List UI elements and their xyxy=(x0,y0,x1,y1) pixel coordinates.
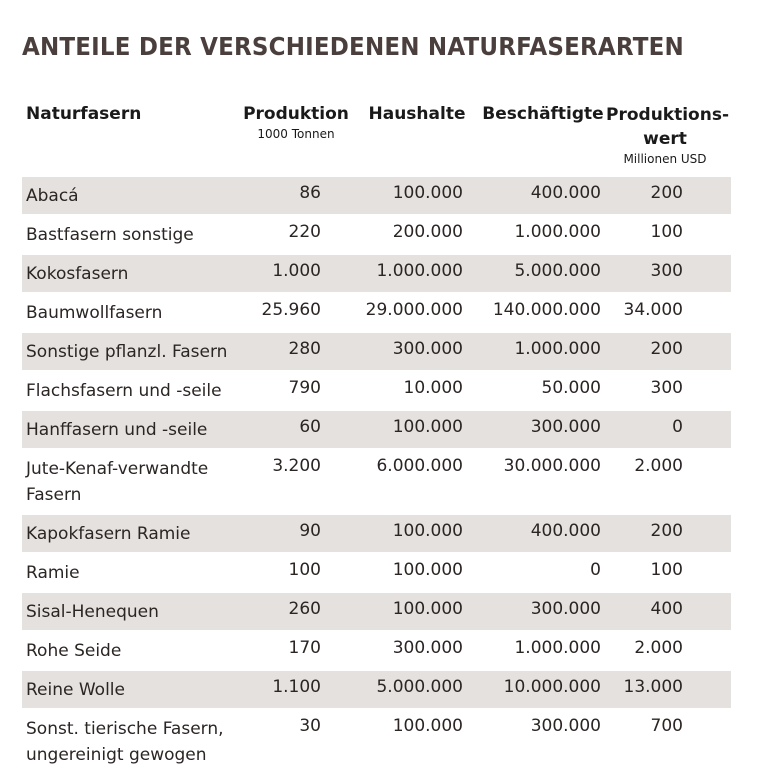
row-beschaeftigte: 1.000.000 xyxy=(514,339,601,359)
row-name: Sonst. tierische Fasern, ungereinigt gewogen xyxy=(26,719,224,765)
row-haushalte: 100.000 xyxy=(392,417,463,437)
row-beschaeftigte: 1.000.000 xyxy=(514,638,601,658)
row-wert: 100 xyxy=(650,560,683,580)
row-wert: 400 xyxy=(650,599,683,619)
row-name: Baumwollfasern xyxy=(26,303,163,323)
table-row xyxy=(22,255,731,292)
row-name: Bastfasern sonstige xyxy=(26,225,194,245)
row-wert: 200 xyxy=(650,183,683,203)
table-row xyxy=(22,671,731,708)
row-beschaeftigte: 1.000.000 xyxy=(514,222,601,242)
row-beschaeftigte: 400.000 xyxy=(530,521,601,541)
row-name: Jute-Kenaf-verwandte Fasern xyxy=(26,459,209,505)
row-beschaeftigte: 300.000 xyxy=(530,599,601,619)
row-name: Abacá xyxy=(26,186,79,206)
header-beschaeftigte xyxy=(480,104,606,124)
table-row xyxy=(22,450,731,513)
row-produktion: 100 xyxy=(288,560,321,580)
row-name: Kokosfasern xyxy=(26,264,129,284)
table-title: ANTEILE DER VERSCHIEDENEN NATURFASERARTEN xyxy=(22,32,684,61)
row-beschaeftigte: 30.000.000 xyxy=(503,456,601,476)
row-wert: 34.000 xyxy=(623,300,683,320)
row-haushalte: 1.000.000 xyxy=(376,261,463,281)
row-haushalte: 5.000.000 xyxy=(376,677,463,697)
row-produktion: 220 xyxy=(288,222,321,242)
header-produktion-label: Produktion xyxy=(243,104,349,124)
header-produktion-unit: 1000 Tonnen xyxy=(257,127,335,141)
row-wert: 0 xyxy=(672,417,683,437)
row-beschaeftigte: 50.000 xyxy=(541,378,601,398)
table-row xyxy=(22,710,731,773)
row-produktion: 86 xyxy=(299,183,321,203)
row-produktion: 90 xyxy=(299,521,321,541)
row-name: Kapokfasern Ramie xyxy=(26,524,191,544)
row-wert: 700 xyxy=(650,716,683,736)
table-row xyxy=(22,411,731,448)
row-wert: 100 xyxy=(650,222,683,242)
row-haushalte: 10.000 xyxy=(403,378,463,398)
table-row xyxy=(22,333,731,370)
row-wert: 200 xyxy=(650,339,683,359)
header-haushalte xyxy=(362,104,472,124)
row-haushalte: 6.000.000 xyxy=(376,456,463,476)
row-name: Rohe Seide xyxy=(26,641,122,661)
row-produktion: 790 xyxy=(288,378,321,398)
header-produktionswert-label: Produktions- wert xyxy=(606,105,730,149)
header-naturfasern-label: Naturfasern xyxy=(26,104,142,124)
row-beschaeftigte: 10.000.000 xyxy=(503,677,601,697)
row-haushalte: 100.000 xyxy=(392,599,463,619)
row-produktion: 170 xyxy=(288,638,321,658)
row-name: Sisal-Henequen xyxy=(26,602,159,622)
row-name: Ramie xyxy=(26,563,80,583)
row-produktion: 25.960 xyxy=(261,300,321,320)
row-produktion: 1.000 xyxy=(272,261,321,281)
row-beschaeftigte: 0 xyxy=(590,560,601,580)
row-name: Flachsfasern und -seile xyxy=(26,381,222,401)
row-haushalte: 300.000 xyxy=(392,638,463,658)
table-row xyxy=(22,593,731,630)
table-row xyxy=(22,632,731,669)
row-beschaeftigte: 300.000 xyxy=(530,417,601,437)
row-produktion: 60 xyxy=(299,417,321,437)
row-produktion: 30 xyxy=(299,716,321,736)
row-name: Reine Wolle xyxy=(26,680,125,700)
header-produktion xyxy=(240,104,352,141)
table-body xyxy=(22,177,731,775)
row-wert: 2.000 xyxy=(634,638,683,658)
row-beschaeftigte: 140.000.000 xyxy=(492,300,601,320)
table-row xyxy=(22,294,731,331)
row-wert: 200 xyxy=(650,521,683,541)
row-haushalte: 29.000.000 xyxy=(365,300,463,320)
table-row xyxy=(22,372,731,409)
table-row xyxy=(22,515,731,552)
row-haushalte: 200.000 xyxy=(392,222,463,242)
header-produktionswert xyxy=(606,103,730,167)
table-row xyxy=(22,554,731,591)
row-haushalte: 100.000 xyxy=(392,521,463,541)
row-produktion: 260 xyxy=(288,599,321,619)
row-wert: 300 xyxy=(650,261,683,281)
row-haushalte: 100.000 xyxy=(392,560,463,580)
row-haushalte: 300.000 xyxy=(392,339,463,359)
table-row xyxy=(22,216,731,253)
row-beschaeftigte: 300.000 xyxy=(530,716,601,736)
row-name: Sonstige pflanzl. Fasern xyxy=(26,342,228,362)
row-produktion: 1.100 xyxy=(272,677,321,697)
row-haushalte: 100.000 xyxy=(392,716,463,736)
header-haushalte-label: Haushalte xyxy=(368,104,466,124)
row-name: Hanffasern und -seile xyxy=(26,420,208,440)
row-produktion: 3.200 xyxy=(272,456,321,476)
row-wert: 2.000 xyxy=(634,456,683,476)
header-beschaeftigte-label: Beschäftigte xyxy=(482,104,604,124)
row-beschaeftigte: 400.000 xyxy=(530,183,601,203)
header-produktionswert-unit: Millionen USD xyxy=(623,152,707,166)
row-produktion: 280 xyxy=(288,339,321,359)
row-beschaeftigte: 5.000.000 xyxy=(514,261,601,281)
row-wert: 13.000 xyxy=(623,677,683,697)
header-naturfasern xyxy=(26,104,141,124)
row-wert: 300 xyxy=(650,378,683,398)
table-row xyxy=(22,177,731,214)
row-haushalte: 100.000 xyxy=(392,183,463,203)
